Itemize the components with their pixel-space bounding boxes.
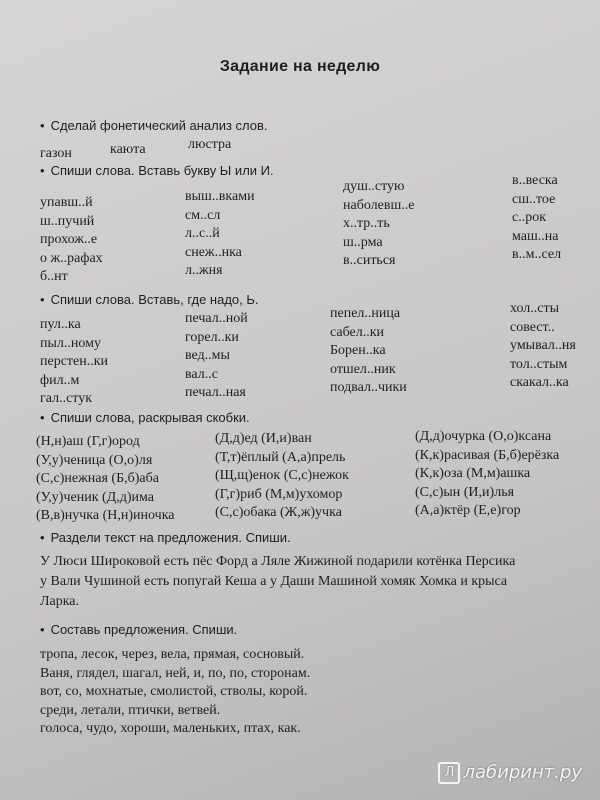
section-4-col-1: [36, 433, 175, 526]
section-3-col-1: [40, 316, 108, 409]
word-item: подвал..чики: [330, 380, 407, 395]
word-item: в..веска: [512, 173, 558, 188]
word-item: (У,у)ченик (Д,д)има: [36, 489, 154, 505]
section-6-list: [40, 646, 310, 739]
word-item: в..ситься: [343, 253, 396, 268]
word-item: отшел..ник: [330, 361, 396, 377]
word-item: печал..ной: [185, 311, 248, 326]
word-item: печал..ная: [185, 385, 246, 400]
section-1-word: каюта: [110, 142, 146, 157]
word-item: снеж..нка: [185, 244, 242, 260]
word-item: ш..пучий: [40, 213, 95, 229]
section-2-col-1: [40, 194, 103, 287]
text-line: тропа, лесок, через, вела, прямая, сосновый.: [40, 647, 305, 662]
word-item: (С,с)ын (И,и)лья: [415, 484, 515, 500]
word-item: о ж..рафах: [40, 250, 103, 266]
word-item: вал..с: [185, 366, 218, 382]
word-item: пул..ка: [40, 317, 81, 332]
word-item: гал..стук: [40, 391, 93, 406]
word-item: пыл..ному: [40, 335, 101, 351]
word-item: совест..: [510, 319, 555, 335]
watermark-text: лабиринт.ру: [463, 762, 582, 783]
word-item: х..тр..ть: [343, 216, 390, 231]
word-item: л..с..й: [185, 226, 220, 241]
word-item: (Н,н)аш (Г,г)ород: [36, 434, 140, 449]
word-item: пепел..ница: [330, 306, 401, 321]
section-5-instruction: • Раздели текст на предложения. Спиши.: [40, 530, 291, 545]
word-item: перстен..ки: [40, 354, 109, 369]
page-title: Задание на неделю: [219, 58, 381, 75]
word-item: хол..сты: [510, 301, 560, 316]
section-2-instruction: • Спиши слова. Вставь букву Ы или И.: [40, 163, 274, 178]
word-item: см..сл: [185, 207, 221, 223]
word-item: с..рок: [512, 210, 547, 225]
word-item: (С,с)обака (Ж,ж)учка: [215, 505, 342, 520]
section-3-instruction: • Спиши слова. Вставь, где надо, Ь.: [40, 292, 259, 307]
word-item: вед..мы: [185, 348, 230, 363]
section-4-instruction: • Спиши слова, раскрывая скобки.: [40, 410, 250, 425]
section-1-word: газон: [40, 146, 72, 161]
section-2-col-4: [512, 172, 561, 265]
word-item: фил..м: [40, 372, 80, 388]
section-1-word: люстра: [188, 137, 232, 152]
word-item: ш..рма: [343, 234, 383, 250]
word-item: б..нт: [40, 269, 68, 284]
section-2-col-3: [343, 178, 414, 271]
word-item: наболевш..е: [343, 197, 415, 213]
text-line: вот, со, мохнатые, смолистой, стволы, корой.: [40, 684, 308, 699]
text-line: голоса, чудо, хороши, маленьких, птах, как.: [40, 721, 301, 736]
word-item: (Г,г)риб (М,м)ухомор: [215, 486, 343, 502]
text-line: среди, летали, птички, ветвей.: [40, 702, 221, 718]
word-item: (Т,т)ёплый (А,а)прель: [215, 449, 346, 465]
word-item: тол..стым: [510, 356, 568, 372]
word-item: в..м..сел: [512, 247, 562, 262]
text-line: Ваня, глядел, шагал, ней, и, по, по, сторонам.: [40, 665, 311, 681]
word-item: (А,а)ктёр (Е,е)гор: [415, 503, 521, 518]
watermark-logo: [438, 762, 582, 784]
word-item: душ..стую: [343, 179, 405, 194]
word-item: л..жня: [185, 263, 223, 278]
section-3-col-2: [185, 310, 248, 403]
word-item: (В,в)нучка (Н,н)иночка: [36, 508, 175, 523]
word-item: (К,к)оза (М,м)ашка: [415, 466, 531, 481]
word-item: (У,у)ченица (О,о)ля: [36, 452, 153, 468]
word-item: (Д,д)очурка (О,о)ксана: [415, 429, 552, 444]
section-3-col-3: [330, 305, 407, 398]
word-item: упавш..й: [40, 195, 93, 210]
section-3-col-4: [510, 300, 576, 393]
word-item: (К,к)расивая (Б,б)ерёзка: [415, 447, 560, 463]
word-item: прохож..е: [40, 232, 98, 247]
word-item: выш..вками: [185, 189, 255, 204]
labirint-logo-icon: Л: [438, 762, 460, 784]
section-2-col-2: [185, 188, 255, 281]
section-1-instruction: • Сделай фонетический анализ слов.: [40, 118, 268, 133]
word-item: (С,с)нежная (Б,б)аба: [36, 471, 159, 486]
text-line: Ларка.: [40, 594, 80, 609]
word-item: умывал..ня: [510, 338, 576, 353]
section-6-instruction: • Составь предложения. Спиши.: [40, 622, 237, 637]
word-item: (Д,д)ед (И,и)ван: [215, 431, 312, 446]
section-5-text: [40, 552, 600, 612]
word-item: маш..на: [512, 228, 559, 244]
text-line: у Вали Чушиной есть попугай Кеша а у Даши Машиной хомяк Хомка и крыса: [40, 574, 508, 589]
word-item: сш..тое: [512, 191, 556, 207]
word-item: скакал..ка: [510, 375, 569, 390]
word-item: Борен..ка: [330, 343, 386, 358]
word-item: (Щ,щ)енок (С,с)нежок: [215, 468, 349, 483]
text-line: У Люси Широковой есть пёс Форд а Ляле Жижиной подарили котёнка Персика: [40, 554, 516, 569]
word-item: сабел..ки: [330, 324, 385, 340]
section-4-col-3: [415, 428, 559, 521]
word-item: горел..ки: [185, 329, 239, 345]
section-4-col-2: [215, 430, 349, 523]
